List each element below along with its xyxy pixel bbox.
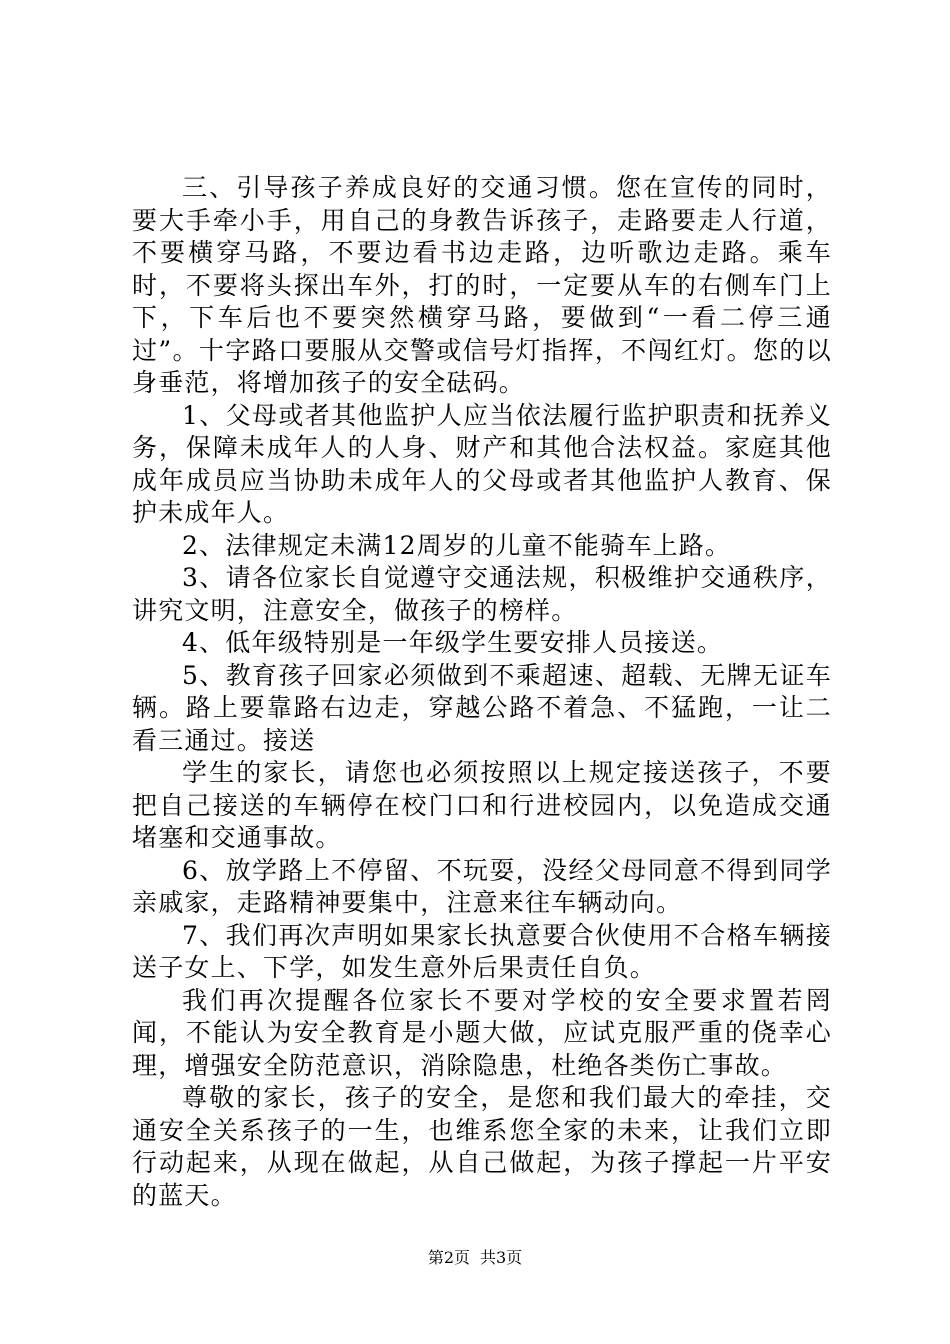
paragraph-item-5: 5、教育孩子回家必须做到不乘超速、超载、无牌无证车辆。路上要靠路右边走，穿越公路不着急、不猛跑，一让二看三通过。接送: [132, 660, 832, 755]
paragraph-pickup-parents: 学生的家长，请您也必须按照以上规定接送孩子，不要把自己接送的车辆停在校门口和行进校园内，以免造成交通堵塞和交通事故。: [132, 758, 832, 852]
paragraph-closing: 尊敬的家长，孩子的安全，是您和我们最大的牵挂，交通安全关系孩子的一生，也维系您全家的未来，让我们立即行动起来，从现在做起，从自己做起，为孩子撑起一片平安的蓝天。: [132, 1083, 832, 1210]
paragraph-traffic-habits: 三、引导孩子养成良好的交通习惯。您在宣传的同时，要大手牵小手，用自己的身教告诉孩子，走路要走人行道，不要横穿马路，不要边看书边走路，边听歌边走路。乘车时，不要将头探出车外，打的时，一定要从车的右侧车门上下，下车后也不要突然横穿马路，要做到“一看二停三通过”。十字路口要服从交警或信号灯指挥，不闯红灯。您的以身垂范，将增加孩子的安全砝码。: [132, 173, 832, 397]
paragraph-item-3: 3、请各位家长自觉遵守交通法规，积极维护交通秩序，讲究文明，注意安全，做孩子的榜样。: [132, 563, 832, 625]
page-number-current: 第2页: [427, 1248, 470, 1267]
paragraph-item-7: 7、我们再次声明如果家长执意要合伙使用不合格车辆接送子女上、下学，如发生意外后果责任自负。: [132, 920, 832, 982]
document-body: [132, 172, 832, 1212]
page-number-total: 共3页: [480, 1248, 523, 1267]
page-footer: [0, 1248, 950, 1268]
paragraph-item-4: 4、低年级特别是一年级学生要安排人员接送。: [182, 628, 724, 657]
paragraph-reminder: 我们再次提醒各位家长不要对学校的安全要求置若罔闻，不能认为安全教育是小题大做，应试克服严重的侥幸心理，增强安全防范意识，消除隐患，杜绝各类伤亡事故。: [132, 985, 832, 1080]
paragraph-item-2: 2、法律规定未满12周岁的儿童不能骑车上路。: [182, 530, 732, 560]
paragraph-item-1: 1、父母或者其他监护人应当依法履行监护职责和抚养义务，保障未成年人的人身、财产和其他合法权益。家庭其他成年成员应当协助未成年人的父母或者其他监护人教育、保护未成年人。: [132, 400, 832, 527]
paragraph-item-6: 6、放学路上不停留、不玩耍，没经父母同意不得到同学亲戚家，走路精神要集中，注意来往车辆动向。: [132, 855, 832, 917]
